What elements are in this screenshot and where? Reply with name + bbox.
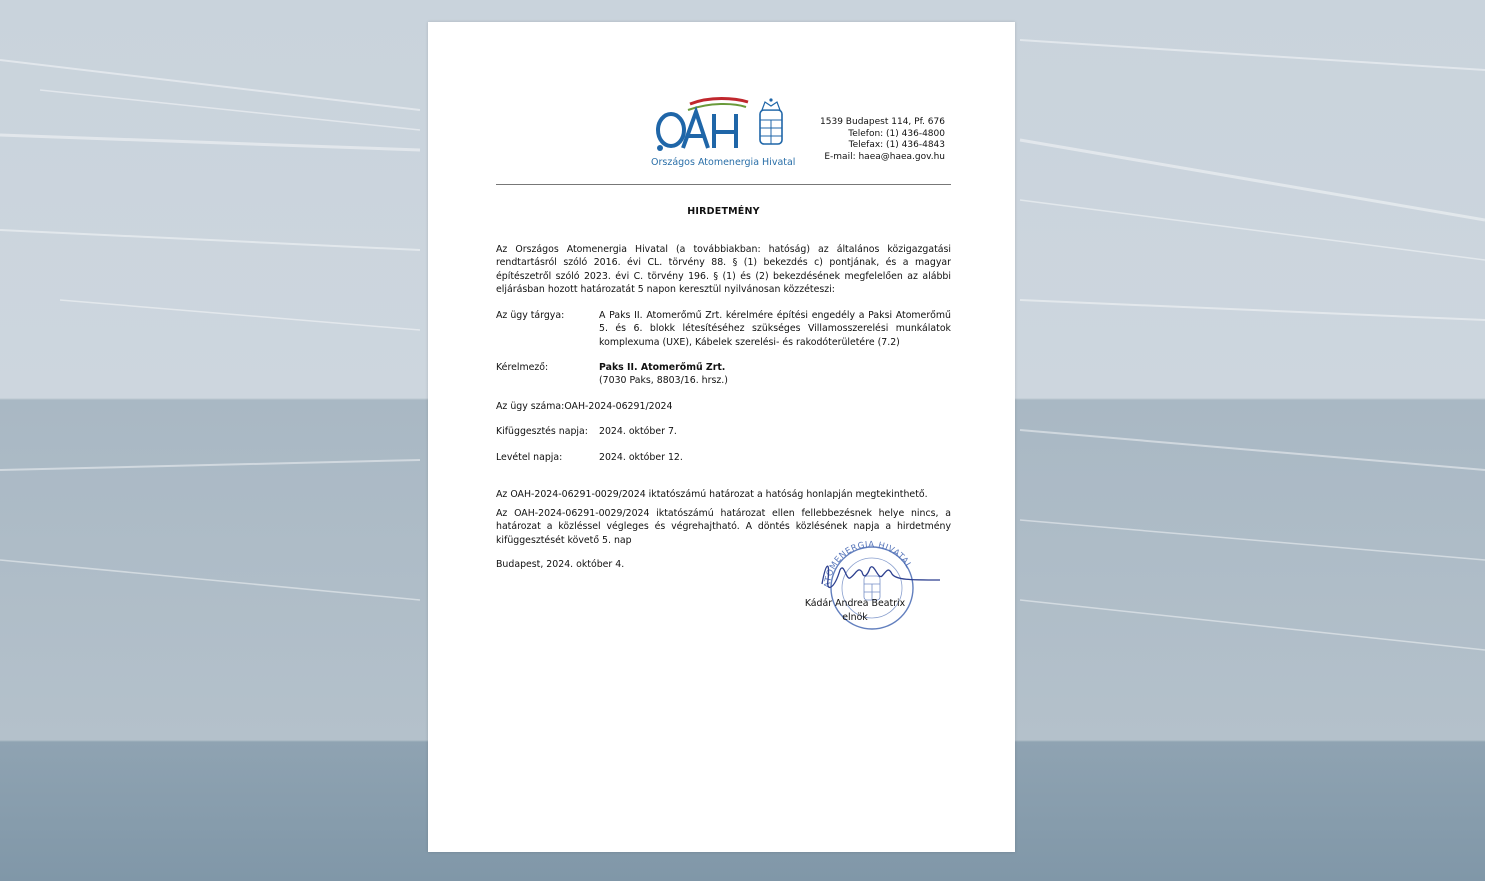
signer-title: elnök bbox=[842, 612, 868, 623]
header-divider bbox=[496, 184, 951, 185]
applicant-label: Kérelmező: bbox=[496, 362, 549, 373]
stamp-text: ATOMENERGIA HIVATAL bbox=[822, 540, 914, 589]
removal-date-label: Levétel napja: bbox=[496, 452, 563, 463]
official-stamp-and-signature bbox=[800, 540, 960, 640]
intro-paragraph: Az Országos Atomenergia Hivatal (a továbbiakban: hatóság) az általános közigazgatási rendtartásról szóló 2016. évi CL. törvény 88. § (1) bekezdés c) pontjának, és a magyar építészetről szóló 2023. évi C. törvény 196. § (1) és (2) bekezdésének megfelelően az alábbi eljárásban hozott határozatát 5 napon keresztül nyilvánosan közzéteszi: bbox=[496, 244, 951, 295]
logo-a bbox=[683, 112, 708, 148]
signer-name: Kádár Andrea Beatrix bbox=[804, 598, 906, 609]
document-title: HIRDETMÉNY bbox=[687, 206, 760, 217]
notice-website: Az OAH-2024-06291-0029/2024 iktatószámú határozat a hatóság honlapján megtekinthető. bbox=[496, 489, 928, 500]
place-and-date: Budapest, 2024. október 4. bbox=[496, 559, 625, 570]
posting-date-value: 2024. október 7. bbox=[599, 426, 677, 437]
logo-dot bbox=[657, 145, 663, 151]
signature bbox=[822, 566, 940, 587]
logo-o bbox=[658, 114, 684, 146]
org-address: 1539 Budapest 114, Pf. 676 bbox=[820, 117, 945, 127]
subject-value: A Paks II. Atomerőmű Zrt. kérelmére építési engedély a Paksi Atomerőmű 5. és 6. blokk létesítéséhez szükséges Villamosszerelési munkálatok komplexuma (UXE), Kábelek szerelési- és rakodóterületére (7.2) bbox=[599, 310, 951, 348]
logo-h bbox=[714, 114, 736, 148]
notice-appeal: Az OAH-2024-06291-0029/2024 iktatószámú határozat ellen fellebbezésnek helye nincs, a határozat a közléssel végleges és végrehajtható. A döntés közlésének napja a hirdetmény kifüggesztését követő 5. nap bbox=[496, 508, 951, 546]
case-number: Az ügy száma:OAH-2024-06291/2024 bbox=[496, 401, 673, 412]
org-name: Országos Atomenergia Hivatal bbox=[651, 157, 796, 168]
posting-date-label: Kifüggesztés napja: bbox=[496, 426, 588, 437]
contact-block bbox=[765, 117, 945, 163]
applicant-name: Paks II. Atomerőmű Zrt. bbox=[599, 362, 726, 373]
applicant-address: (7030 Paks, 8803/16. hrsz.) bbox=[599, 375, 728, 386]
removal-date-value: 2024. október 12. bbox=[599, 452, 683, 463]
subject-label: Az ügy tárgya: bbox=[496, 310, 565, 321]
org-email: E-mail: haea@haea.gov.hu bbox=[824, 151, 945, 162]
org-fax: Telefax: (1) 436-4843 bbox=[848, 140, 945, 150]
org-phone: Telefon: (1) 436-4800 bbox=[848, 128, 945, 139]
